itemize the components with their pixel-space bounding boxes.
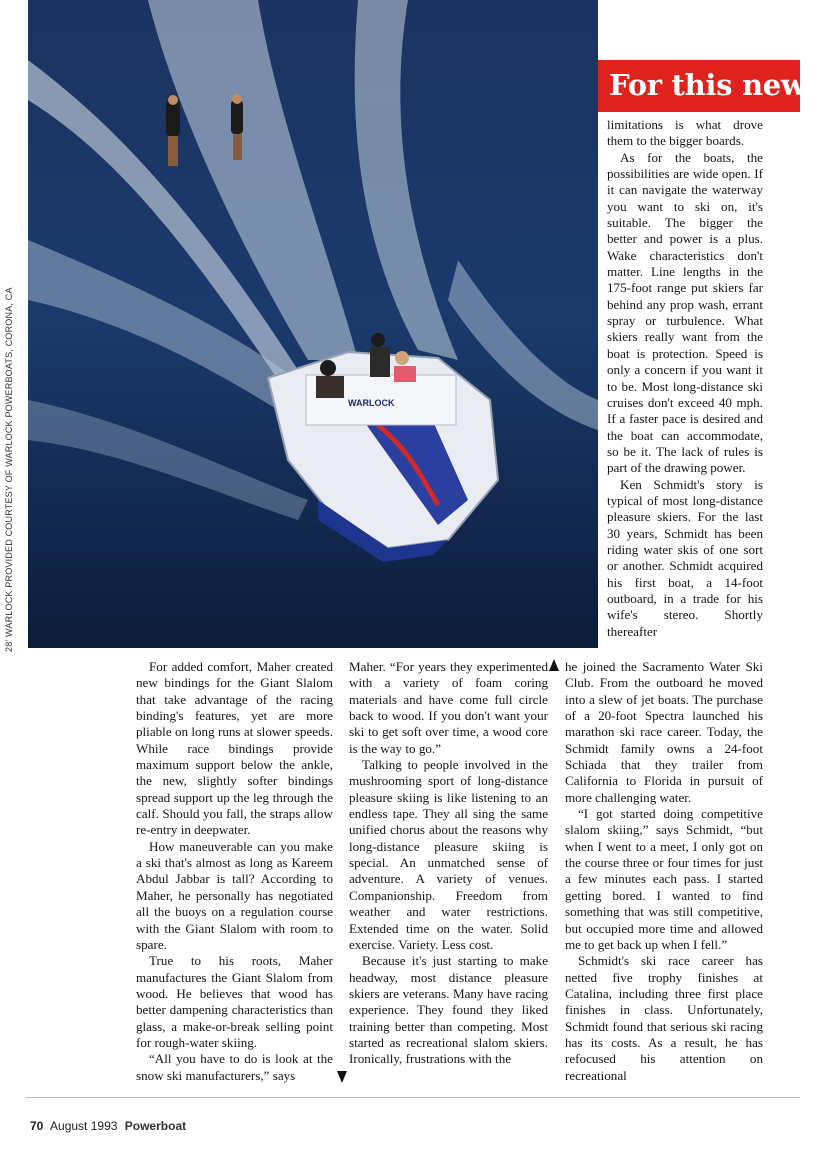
paragraph: Schmidt's ski race career has netted five trophy finishes at Catalina, including three first place finishes in class. Unfortunately, Schmidt found that serious ski racing has its costs. As a result, he has refocused his attention on recreational: [565, 953, 763, 1083]
footer-rule: [26, 1097, 800, 1098]
photo-credit: 28' WARLOCK PROVIDED COURTESY OF WARLOCK POWERBOATS, CORONA, CA: [4, 287, 14, 652]
continue-up-arrow-icon: [549, 659, 559, 671]
paragraph: Because it's just starting to make headway, most distance pleasure skiers are veterans. Many have racing experience. They found they liked training better than competing. Most started as recreational slalom skiers. Ironically, frustrations with the: [349, 953, 548, 1067]
paragraph: As for the boats, the possibilities are wide open. If it can navigate the waterway you want to ski on, it's suitable. The bigger the better and power is a plus. Wake characteristics don't matter. Line lengths in the 175-foot range put skiers far behind any prop wash, errant spray or turbulence. What skiers really want from the boat is protection. Speed is only a concern if you want it to be. Most long-distance ski cruises don't exceed 40 mph. If a faster pace is desired and the boat can accommodate, so be it. The lack of rules is part of the drawing power.: [607, 149, 763, 476]
boat-photo: [28, 0, 598, 648]
paragraph: How maneuverable can you make a ski that's almost as long as Kareem Abdul Jabbar is tall? According to Maher, he personally has negotiated all the buoys on a regulation course with the Giant Slalom with room to spare.: [136, 838, 333, 952]
page-footer: [30, 1119, 186, 1133]
paragraph: Maher. “For years they experimented with a variety of foam coring materials and have come full circle back to wood. If you don't want your ski to get soft over time, a wood core is the way to go.”: [349, 659, 548, 756]
continue-down-arrow-icon: [337, 1071, 347, 1083]
column-right-top: [607, 117, 763, 640]
column-1: [136, 659, 333, 1084]
headline-banner: [598, 60, 835, 112]
paragraph: True to his roots, Maher manufactures the Giant Slalom from wood. He believes that wood has better dampening characteristics than glass, a make-or-break selling point for rough-water skiing.: [136, 953, 333, 1050]
powerboat-illustration: [28, 0, 598, 648]
paragraph: he joined the Sacramento Water Ski Club. From the outboard he moved into a slew of jet boats. The purchase of a 20-foot Spectra launched his marathon ski race career. Today, the Schmidt family owns a 24-foot Schiada that they trailer from California to Florida in pursuit of more challenging water.: [565, 659, 763, 805]
paragraph: “I got started doing competitive slalom skiing,” says Schmidt, “but when I went to a meet, I only got on the course three or four times for just a few minutes each pass. I started getting bored. I wanted to find something that was still competitive, but occupied more time and allowed me to get back up when I fell.”: [565, 806, 763, 952]
headline: For this new b: [609, 68, 835, 102]
issue-date: August 1993: [50, 1119, 118, 1133]
boat-name-label: WARLOCK: [348, 398, 395, 408]
paragraph: For added comfort, Maher created new bindings for the Giant Slalom that take advantage of the racing binding's features, yet are more pliable on long runs at slower speeds. While race bindings provide maximum support below the ankle, the new, slightly softer bindings spread support up the leg through the calf. Should you fall, the straps allow re-entry in deepwater.: [136, 659, 333, 838]
paragraph: “All you have to do is look at the snow ski manufacturers,” says: [136, 1051, 333, 1083]
paragraph: Talking to people involved in the mushrooming sport of long-distance pleasure skiing is like listening to an endless tape. They all sing the same unified chorus about the reasons why long-distance pleasure skiing is special. An unmatched sense of adventure. A variety of venues. Companionship. Freedom from weather and water restrictions. Extended time on the water. Solid exercise. Variety. Less cost.: [349, 757, 548, 952]
magazine-name: Powerboat: [124, 1119, 187, 1133]
page-number: 70: [30, 1119, 44, 1133]
column-2: [349, 659, 548, 1068]
paragraph: Ken Schmidt's story is typical of most long-distance pleasure skiers. For the last 30 years, Schmidt has been riding water skis of one sort or another. Schmidt acquired his first boat, a 14-foot outboard, in a trade for his wife's stereo. Shortly thereafter: [607, 476, 763, 639]
paragraph: limitations is what drove them to the bigger boards.: [607, 117, 763, 149]
column-3: [565, 659, 763, 1084]
